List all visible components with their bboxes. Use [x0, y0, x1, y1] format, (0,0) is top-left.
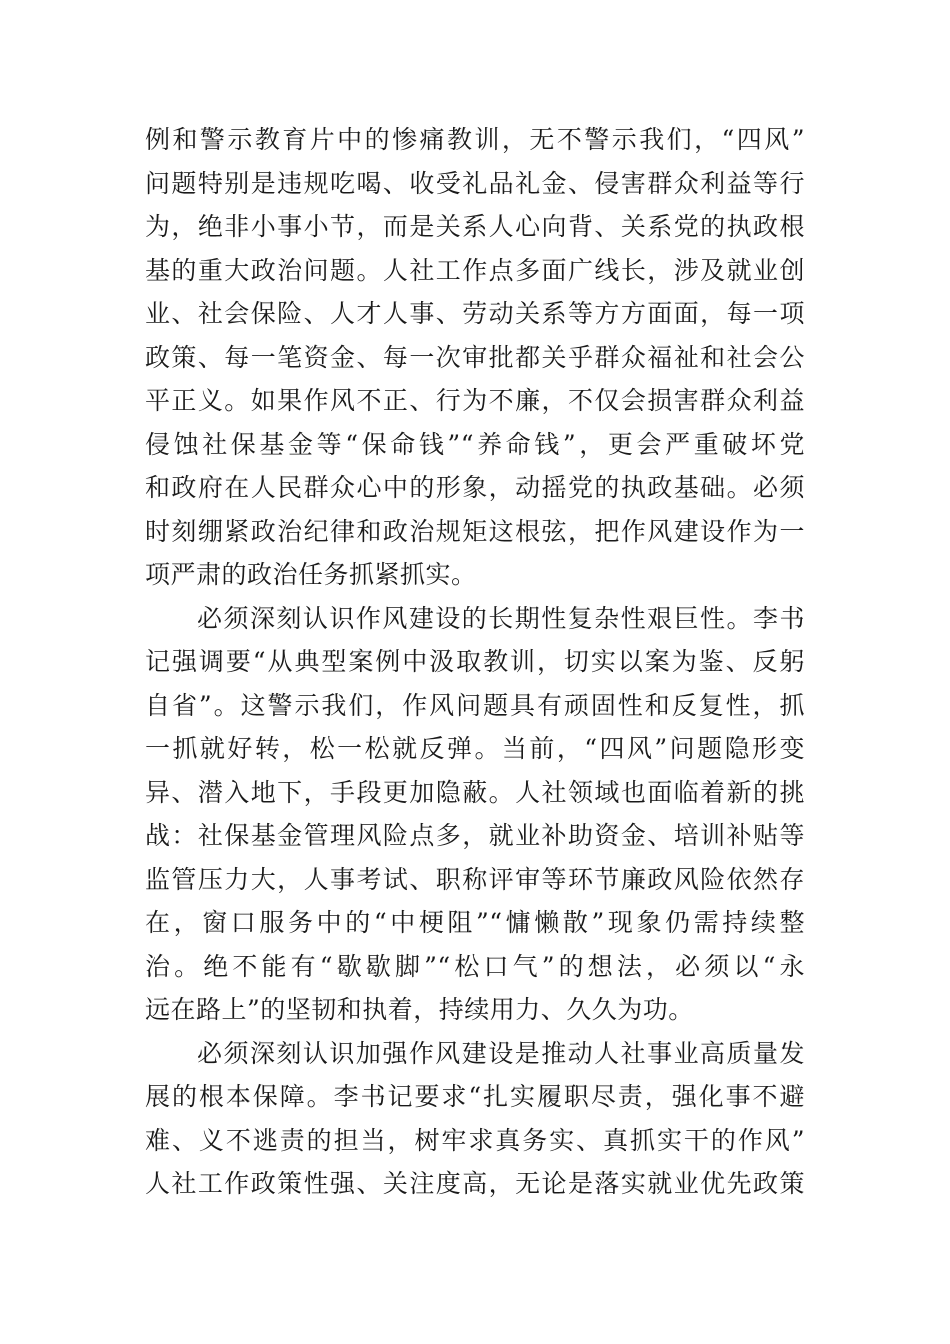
body-text: [145, 118, 805, 1206]
text-line: 项严肃的政治任务抓紧抓实。: [145, 560, 477, 589]
text-line: 治。绝不能有“歇歇脚”“松口气”的想法，必须以“永: [145, 951, 805, 981]
text-line: 在，窗口服务中的“中梗阻”“慵懒散”现象仍需持续整: [145, 908, 805, 937]
paragraph-first-line: 必须深刻认识作风建设的长期性复杂性艰巨性。李书: [197, 603, 805, 633]
text-line: 人社工作政策性强、关注度高，无论是落实就业优先政策: [145, 1169, 805, 1198]
text-line: 政策、每一笔资金、每一次审批都关乎群众福祉和社会公: [145, 342, 805, 372]
text-line: 平正义。如果作风不正、行为不廉，不仅会损害群众利益: [145, 386, 805, 415]
text-line: 展的根本保障。李书记要求“扎实履职尽责，强化事不避: [145, 1082, 805, 1111]
text-line: 问题特别是违规吃喝、收受礼品礼金、侵害群众利益等行: [145, 168, 805, 198]
text-line: 和政府在人民群众心中的形象，动摇党的执政基础。必须: [145, 473, 805, 502]
text-line: 自省”。这警示我们，作风问题具有顽固性和反复性，抓: [145, 690, 805, 720]
text-line: 异、潜入地下，手段更加隐蔽。人社领域也面临着新的挑: [145, 777, 805, 807]
text-line: 例和警示教育片中的惨痛教训，无不警示我们，“四风”: [145, 125, 805, 154]
text-line: 记强调要“从典型案例中汲取教训，切实以案为鉴、反躬: [145, 647, 805, 676]
text-line: 为，绝非小事小节，而是关系人心向背、关系党的执政根: [145, 212, 805, 241]
text-line: 一抓就好转，松一松就反弹。当前，“四风”问题隐形变: [145, 734, 805, 763]
paragraph-first-line: 必须深刻认识加强作风建设是推动人社事业高质量发: [197, 1038, 805, 1068]
text-line: 远在路上”的坚韧和执着，持续用力、久久为功。: [145, 995, 694, 1024]
text-line: 难、义不逃责的担当，树牢求真务实、真抓实干的作风”: [145, 1125, 805, 1155]
text-line: 基的重大政治问题。人社工作点多面广线长，涉及就业创: [145, 255, 805, 285]
text-line: 业、社会保险、人才人事、劳动关系等方方面面，每一项: [145, 299, 805, 328]
text-line: 战：社保基金管理风险点多，就业补助资金、培训补贴等: [145, 821, 805, 850]
text-line: 侵蚀社保基金等“保命钱”“养命钱”，更会严重破坏党: [145, 429, 805, 459]
text-line: 时刻绷紧政治纪律和政治规矩这根弦，把作风建设作为一: [145, 516, 805, 546]
text-line: 监管压力大，人事考试、职称评审等环节廉政风险依然存: [145, 864, 805, 894]
